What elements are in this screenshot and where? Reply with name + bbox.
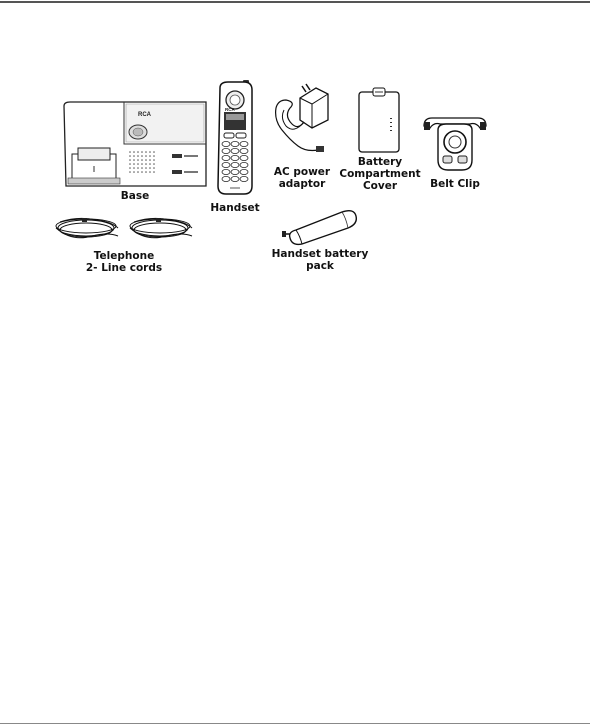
battery-cover-label: Battery Compartment Cover: [339, 156, 421, 192]
base-unit-icon: [60, 100, 210, 190]
battery-pack: [271, 208, 369, 272]
line-cords: [52, 212, 196, 274]
handset-label: Handset: [210, 202, 260, 214]
svg-text:RCA: RCA: [225, 107, 235, 112]
battery-pack-label: Handset battery pack: [271, 248, 369, 272]
top-rule: [0, 1, 590, 3]
belt-clip-icon: [422, 112, 488, 172]
base-unit: [60, 100, 210, 202]
line-cords-label: Telephone 2- Line cords: [85, 250, 163, 274]
handset: [210, 78, 260, 214]
cordless-handset-icon: [210, 78, 260, 198]
ac-adaptor-label: AC power adaptor: [273, 166, 331, 190]
ac-adaptor: [268, 80, 338, 190]
belt-clip: [422, 112, 488, 190]
bottom-rule: [0, 723, 590, 724]
line-cord-icon: [52, 212, 196, 246]
svg-text:RCA: RCA: [138, 112, 151, 118]
power-adaptor-icon: [268, 80, 338, 160]
battery-pack-icon: [282, 208, 358, 244]
belt-clip-label: Belt Clip: [430, 178, 480, 190]
battery-cover: [339, 86, 421, 192]
base-label: Base: [120, 190, 150, 202]
battery-cover-icon: [355, 86, 405, 156]
